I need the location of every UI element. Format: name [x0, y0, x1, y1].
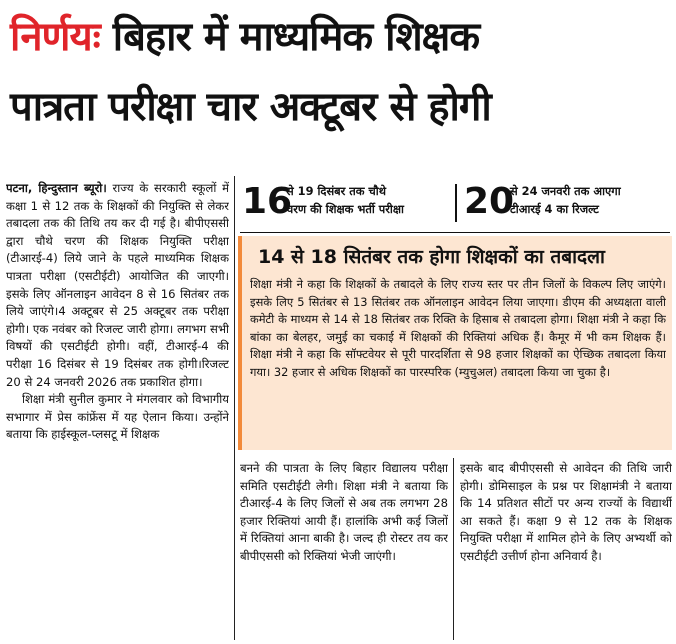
- fact-number: 20: [464, 181, 515, 222]
- facts-underline: [240, 232, 670, 233]
- left-para-1-text: राज्य के सरकारी स्कूलों में कक्षा 1 से 12 तक के शिक्षकों की नियुक्ति से लेकर तबादला तक की तिथि तय कर दी गई है। बीपीएससी द्वारा चौथे चरण की शिक्षक नियुक्ति परीक्षा (टीआरई-4) लिये जाने के पहले माध्यमिक शिक्षक पात्रता परीक्षा (एसटीईटी) आयोजित की जाएगी। इसके लिए ऑनलाइन आवेदन 8 से 16 सितंबर तक लिये जाएंगे।4 अक्टूबर से 25 अक्टूबर तक परीक्षा होगी। एक नवंबर को रिजल्ट जारी होगा। लगभग सभी विषयों की एसटीईटी होगी। वहीं, टीआरई-4 की परीक्षा 16 दिसंबर से 19 दिसंबर तक होगी।रिजल्ट 20 से 24 जनवरी 2026 तक प्रकाशित होगा।: [6, 181, 229, 389]
- box-body: शिक्षा मंत्री ने कहा कि शिक्षकों के तबादले के लिए राज्य स्तर पर तीन जिलों के विकल्प लिए जाएंगे। इसके लिए 5 सितंबर से 13 सितंबर तक ऑनलाइन आवेदन लिया जाएगा। डीएम की अध्यक्षता वाली कमेटी के माध्यम से 14 से 18 सितंबर तक रिक्ति के हिसाब से तबादला होगा। शिक्षा मंत्री ने कहा कि बांका का बेलहर, जमुई का चकाई में शिक्षकों की रिक्तियां अधिक हैं। कैमूर में भी कम शिक्षक हैं। शिक्षा मंत्री ने कहा कि सॉफ्टवेयर से पूरी पारदर्शिता से 98 हजार शिक्षकों का ऐच्छिक तबादला किया गया। 32 हजार से अधिक शिक्षकों का पारस्परिक (म्युचुअल) तबादला किया जा चुका है।: [250, 277, 666, 379]
- left-para-2: शिक्षा मंत्री सुनील कुमार ने मंगलवार को विभागीय सभागार में प्रेस कांफ्रेंस में यह ऐलान किया। उन्होंने बताया कि हाईस्कूल-प्लसटू में शिक्षक: [6, 392, 229, 442]
- headline-prefix: निर्णयः: [10, 14, 100, 60]
- headline-line-1: [10, 4, 479, 70]
- box-title: 14 से 18 सितंबर तक होगा शिक्षकों का तबादला: [258, 246, 605, 268]
- fact-line-1: से 19 दिसंबर तक चौथे: [286, 184, 386, 198]
- middle-column: बनने की पात्रता के लिए बिहार विद्यालय परीक्षा समिति एसटीईटी लेगी। शिक्षा मंत्री ने बताया कि टीआरई-4 के लिए जिलों से अब तक लगभग 28 हजार रिक्तियां आयी हैं। हालांकि अभी कई जिलों में रिक्तियां आना बाकी है। जल्द ही रोस्टर तय कर बीपीएससी को रिक्तियां भेजी जाएंगी।: [240, 461, 448, 563]
- fact-text: [286, 182, 404, 218]
- left-column: [6, 180, 229, 642]
- column-divider-left: [234, 176, 235, 640]
- fact-line-2: टीआरई 4 का रिजल्ट: [510, 202, 599, 216]
- fact-divider: [455, 184, 457, 222]
- fact-text: [510, 182, 621, 218]
- fact-line-2: चरण की शिक्षक भर्ती परीक्षा: [286, 202, 404, 216]
- transfer-info-box: [238, 236, 672, 450]
- headline-line-2: पात्रता परीक्षा चार अक्टूबर से होगी: [10, 84, 491, 130]
- fact-tre4-exam: [242, 178, 454, 226]
- fact-tre4-result: [464, 178, 670, 226]
- fact-line-1: से 24 जनवरी तक आएगा: [510, 184, 621, 198]
- dateline: पटना, हिन्दुस्तान ब्यूरो।: [6, 181, 107, 195]
- headline-line-1-text: बिहार में माध्यमिक शिक्षक: [112, 14, 480, 60]
- right-column: इसके बाद बीपीएससी से आवेदन की तिथि जारी होगी। डोमिसाइल के प्रश्न पर शिक्षामंत्री ने बताया कि 14 प्रतिशत सीटों पर अन्य राज्यों के विद्यार्थी आ सकते हैं। कक्षा 9 से 12 तक के शिक्षक नियुक्ति परीक्षा में शामिल होने के लिए अभ्यर्थी को एसटीईटी उत्तीर्ण होना अनिवार्य है।: [460, 461, 672, 563]
- fact-number: 16: [242, 181, 293, 222]
- left-para-1: [6, 180, 229, 391]
- column-divider-mid: [453, 458, 454, 640]
